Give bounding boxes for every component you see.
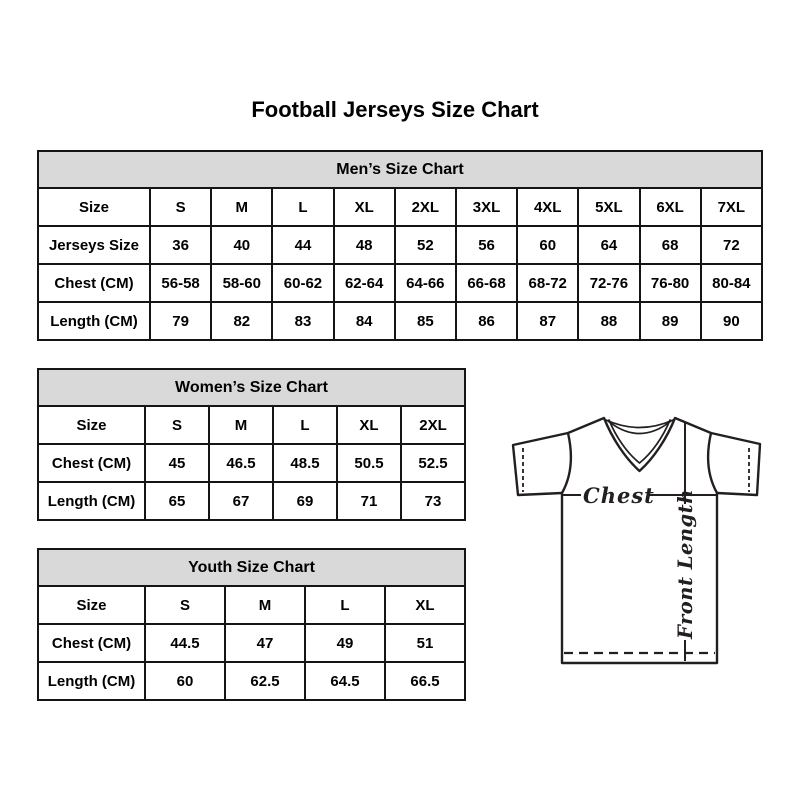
value-cell: 64: [578, 226, 639, 264]
table-row: [38, 662, 465, 700]
value-cell: 47: [225, 624, 305, 662]
table-title: Youth Size Chart: [38, 549, 465, 586]
front-length-label: Front Length: [674, 489, 697, 639]
row-label-cell: Length (CM): [38, 302, 150, 340]
value-cell: 52.5: [401, 444, 465, 482]
row-label-cell: Size: [38, 586, 145, 624]
value-cell: 51: [385, 624, 465, 662]
value-cell: 85: [395, 302, 456, 340]
value-cell: 36: [150, 226, 211, 264]
value-cell: 5XL: [578, 188, 639, 226]
table-row: [38, 302, 762, 340]
value-cell: 2XL: [395, 188, 456, 226]
table-title-row: [38, 369, 465, 406]
value-cell: 56: [456, 226, 517, 264]
value-cell: 64.5: [305, 662, 385, 700]
table-title: Women’s Size Chart: [38, 369, 465, 406]
value-cell: 87: [517, 302, 578, 340]
chest-label: Chest: [583, 483, 655, 508]
value-cell: 3XL: [456, 188, 517, 226]
row-label-cell: Jerseys Size: [38, 226, 150, 264]
value-cell: 60: [145, 662, 225, 700]
value-cell: L: [273, 406, 337, 444]
row-label-cell: Size: [38, 406, 145, 444]
table-row: [38, 226, 762, 264]
value-cell: M: [211, 188, 272, 226]
value-cell: 68-72: [517, 264, 578, 302]
row-label-cell: Length (CM): [38, 662, 145, 700]
value-cell: 90: [701, 302, 762, 340]
value-cell: 60-62: [272, 264, 333, 302]
value-cell: 79: [150, 302, 211, 340]
value-cell: M: [209, 406, 273, 444]
table-row: [38, 444, 465, 482]
value-cell: 50.5: [337, 444, 401, 482]
value-cell: 45: [145, 444, 209, 482]
value-cell: 44: [272, 226, 333, 264]
row-label-cell: Chest (CM): [38, 624, 145, 662]
value-cell: 80-84: [701, 264, 762, 302]
value-cell: 40: [211, 226, 272, 264]
table-row: [38, 188, 762, 226]
jersey-left-sleeve: [513, 433, 568, 495]
value-cell: 88: [578, 302, 639, 340]
jersey-right-sleeve: [711, 433, 760, 495]
value-cell: 64-66: [395, 264, 456, 302]
table-row: [38, 264, 762, 302]
value-cell: XL: [337, 406, 401, 444]
row-label-cell: Length (CM): [38, 482, 145, 520]
value-cell: S: [145, 406, 209, 444]
value-cell: 44.5: [145, 624, 225, 662]
value-cell: 67: [209, 482, 273, 520]
value-cell: 86: [456, 302, 517, 340]
value-cell: 76-80: [640, 264, 701, 302]
value-cell: 66.5: [385, 662, 465, 700]
table-row: [38, 482, 465, 520]
table-row: [38, 586, 465, 624]
value-cell: 84: [334, 302, 395, 340]
value-cell: 48.5: [273, 444, 337, 482]
value-cell: 68: [640, 226, 701, 264]
value-cell: 7XL: [701, 188, 762, 226]
value-cell: 6XL: [640, 188, 701, 226]
value-cell: 89: [640, 302, 701, 340]
value-cell: 83: [272, 302, 333, 340]
value-cell: 2XL: [401, 406, 465, 444]
row-label-cell: Chest (CM): [38, 264, 150, 302]
table-title: Men’s Size Chart: [38, 151, 762, 188]
value-cell: 49: [305, 624, 385, 662]
value-cell: 72: [701, 226, 762, 264]
value-cell: 71: [337, 482, 401, 520]
table-title-row: [38, 549, 465, 586]
value-cell: M: [225, 586, 305, 624]
value-cell: 62.5: [225, 662, 305, 700]
page-title: Football Jerseys Size Chart: [251, 97, 539, 122]
value-cell: 72-76: [578, 264, 639, 302]
value-cell: 46.5: [209, 444, 273, 482]
value-cell: 56-58: [150, 264, 211, 302]
value-cell: 48: [334, 226, 395, 264]
value-cell: 69: [273, 482, 337, 520]
value-cell: 65: [145, 482, 209, 520]
table-title-row: [38, 151, 762, 188]
value-cell: 60: [517, 226, 578, 264]
value-cell: S: [150, 188, 211, 226]
value-cell: XL: [385, 586, 465, 624]
value-cell: 66-68: [456, 264, 517, 302]
value-cell: XL: [334, 188, 395, 226]
youth-size-chart-table: [37, 548, 466, 701]
row-label-cell: Chest (CM): [38, 444, 145, 482]
value-cell: 4XL: [517, 188, 578, 226]
row-label-cell: Size: [38, 188, 150, 226]
jersey-collar-inner-v: [609, 420, 670, 463]
jersey-measurement-diagram: [497, 393, 777, 683]
value-cell: 73: [401, 482, 465, 520]
value-cell: L: [305, 586, 385, 624]
value-cell: S: [145, 586, 225, 624]
value-cell: 62-64: [334, 264, 395, 302]
value-cell: 52: [395, 226, 456, 264]
mens-size-chart-table: [37, 150, 763, 341]
value-cell: 82: [211, 302, 272, 340]
table-row: [38, 406, 465, 444]
table-row: [38, 624, 465, 662]
value-cell: 58-60: [211, 264, 272, 302]
value-cell: L: [272, 188, 333, 226]
womens-size-chart-table: [37, 368, 466, 521]
